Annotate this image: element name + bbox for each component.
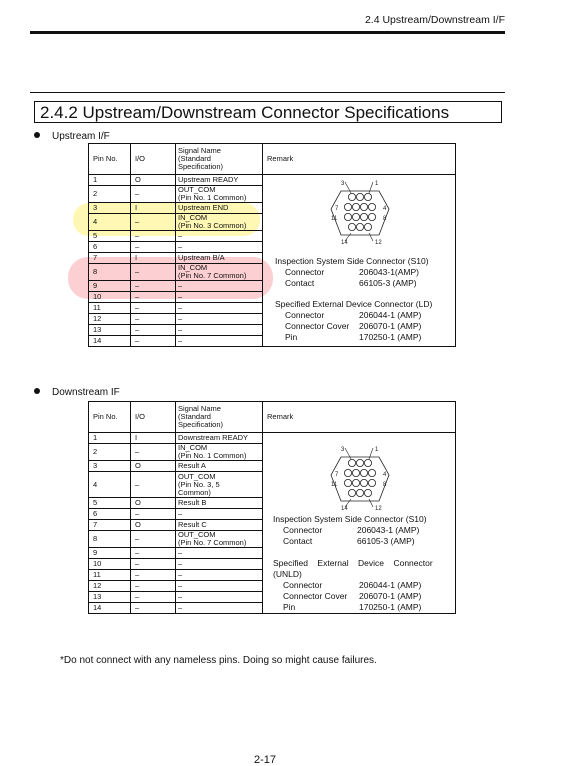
col-header-io: I/O — [131, 402, 176, 433]
signal-name-line: Common) — [178, 487, 211, 497]
remark-spec-row — [273, 536, 427, 547]
pin-number-label: 8 — [383, 216, 387, 222]
pin-hole — [364, 223, 371, 230]
signal-name-line: (Pin No. 3 Common) — [178, 221, 247, 230]
pin-number-label: 12 — [375, 506, 382, 511]
pin-number-cell: 9 — [89, 548, 131, 559]
signal-name-cell — [176, 264, 263, 281]
remark-spec-row — [275, 278, 429, 289]
io-cell: – — [131, 325, 176, 336]
bullet-icon — [34, 132, 40, 138]
col-header-pin: Pin No. — [89, 144, 131, 175]
signal-name-line: – — [178, 559, 183, 568]
pin-hole — [352, 203, 359, 210]
signal-name-line: – — [178, 336, 183, 345]
signal-name-line: (Pin No. 3, 5 — [178, 479, 220, 489]
spec-value: 206043-1 (AMP) — [357, 525, 420, 535]
connector-outline — [331, 457, 389, 501]
signal-name-cell — [176, 444, 263, 461]
spec-label: Connector — [283, 580, 323, 590]
remark-inspection-title: Inspection System Side Connector (S10) — [273, 514, 427, 524]
io-cell: – — [131, 281, 176, 292]
pin-hole — [360, 213, 367, 220]
warning-note: *Do not connect with any nameless pins. Doing so might cause failures. — [60, 655, 377, 666]
io-cell: – — [131, 472, 176, 498]
pin-number-cell: 2 — [89, 444, 131, 461]
pin-number-label: 8 — [383, 482, 387, 488]
col-header-pin: Pin No. — [89, 402, 131, 433]
signal-name-cell — [176, 461, 263, 472]
io-cell: O — [131, 175, 176, 186]
downstream-bullet — [34, 387, 120, 398]
connector-pinout-diagram — [315, 179, 405, 245]
spec-label: Pin — [283, 602, 296, 612]
upstream-heading: Upstream I/F — [52, 131, 110, 142]
pin-number-cell: 12 — [89, 314, 131, 325]
signal-name-line: (Pin No. 1 Common) — [178, 193, 247, 202]
signal-name-line: – — [178, 231, 183, 240]
table-row — [89, 175, 456, 186]
spec-value: 206070-1 (AMP) — [359, 321, 422, 331]
signal-name-line: – — [178, 242, 183, 251]
spec-label: Connector — [285, 267, 325, 277]
pin-number-label: 1 — [375, 447, 379, 453]
pin-hole — [348, 223, 355, 230]
col-header-remark: Remark — [263, 144, 456, 175]
signal-name-cell — [176, 231, 263, 242]
signal-name-line: – — [178, 603, 183, 612]
signal-name-cell — [176, 581, 263, 592]
io-cell: O — [131, 498, 176, 509]
io-cell: – — [131, 231, 176, 242]
pin-number-cell: 8 — [89, 531, 131, 548]
signal-name-cell — [176, 603, 263, 614]
bullet-icon — [34, 388, 40, 394]
pin-number-cell: 14 — [89, 603, 131, 614]
pin-leader-line — [369, 233, 373, 241]
signal-name-line: – — [178, 314, 183, 323]
io-cell: O — [131, 520, 176, 531]
pin-number-cell: 4 — [89, 214, 131, 231]
signal-name-cell — [176, 336, 263, 347]
signal-name-cell — [176, 548, 263, 559]
pin-number-cell: 5 — [89, 498, 131, 509]
pin-number-cell: 14 — [89, 336, 131, 347]
pin-number-cell: 3 — [89, 461, 131, 472]
signal-name-line: (Pin No. 7 Common) — [178, 538, 247, 547]
spec-label: Pin — [285, 332, 298, 342]
page-number: 2-17 — [254, 754, 277, 766]
pin-number-cell: 10 — [89, 559, 131, 570]
remark-spec-row — [275, 310, 432, 321]
signal-name-line: Result A — [178, 461, 206, 470]
pin-hole — [368, 469, 375, 476]
signal-name-cell — [176, 281, 263, 292]
signal-name-cell — [176, 292, 263, 303]
io-cell: – — [131, 214, 176, 231]
table-header-row — [89, 402, 456, 433]
io-cell: – — [131, 292, 176, 303]
signal-name-line: IN_COM — [178, 213, 208, 222]
pin-number-cell: 4 — [89, 472, 131, 498]
pin-number-cell: 6 — [89, 509, 131, 520]
spec-value: 170250-1 (AMP) — [359, 332, 422, 342]
pin-number-label: 1 — [375, 181, 379, 187]
io-cell: – — [131, 264, 176, 281]
spec-value: 206043-1(AMP) — [359, 267, 420, 277]
io-cell: – — [131, 603, 176, 614]
spec-label: Contact — [283, 536, 313, 546]
col-header-signal-line: Signal Name — [178, 404, 221, 413]
pin-hole — [368, 203, 375, 210]
io-cell: – — [131, 509, 176, 520]
pin-hole — [352, 213, 359, 220]
spec-value: 206044-1 (AMP) — [359, 310, 422, 320]
pin-number-label: 14 — [341, 506, 348, 511]
signal-name-cell — [176, 472, 263, 498]
signal-name-cell — [176, 559, 263, 570]
upstream-pin-table — [88, 143, 456, 347]
signal-name-line: (Pin No. 7 Common) — [178, 271, 247, 280]
remark-spec-row — [275, 267, 429, 278]
signal-name-cell — [176, 433, 263, 444]
signal-name-line: – — [178, 581, 183, 590]
signal-name-cell — [176, 498, 263, 509]
col-header-signal-line: Signal Name — [178, 146, 221, 155]
io-cell: I — [131, 203, 176, 214]
signal-name-line: – — [178, 281, 183, 290]
remark-spec-row — [273, 591, 433, 602]
spec-label: Connector — [283, 525, 323, 535]
section-title: 2.4.2 Upstream/Downstream Connector Specifications — [40, 103, 450, 122]
signal-name-cell — [176, 509, 263, 520]
pin-number-cell: 13 — [89, 325, 131, 336]
table-header-row — [89, 144, 456, 175]
pin-hole — [360, 469, 367, 476]
remark-external-title-line2: (UNLD) — [273, 569, 302, 579]
io-cell: – — [131, 242, 176, 253]
io-cell: – — [131, 548, 176, 559]
upstream-bullet — [34, 131, 110, 142]
pin-number-label: 14 — [341, 240, 348, 245]
col-header-signal — [176, 402, 263, 433]
col-header-signal-line: Specification) — [178, 420, 224, 429]
pin-hole — [356, 223, 363, 230]
io-cell: I — [131, 253, 176, 264]
io-cell: – — [131, 444, 176, 461]
pin-number-cell: 12 — [89, 581, 131, 592]
signal-name-cell — [176, 592, 263, 603]
signal-name-cell — [176, 203, 263, 214]
pin-number-cell: 11 — [89, 303, 131, 314]
signal-name-cell — [176, 175, 263, 186]
signal-name-line: Result C — [178, 520, 207, 529]
pin-hole — [352, 469, 359, 476]
signal-name-cell — [176, 531, 263, 548]
pin-number-cell: 2 — [89, 186, 131, 203]
running-header: 2.4 Upstream/Downstream I/F — [364, 14, 505, 26]
pin-hole — [364, 489, 371, 496]
spec-value: 66105-3 (AMP) — [357, 536, 415, 546]
col-header-signal-line: (Standard — [178, 412, 211, 421]
pin-number-cell: 7 — [89, 253, 131, 264]
pin-hole — [352, 479, 359, 486]
io-cell: – — [131, 314, 176, 325]
signal-name-cell — [176, 520, 263, 531]
signal-name-line: – — [178, 303, 183, 312]
signal-name-line: – — [178, 592, 183, 601]
downstream-pin-table — [88, 401, 456, 614]
io-cell: – — [131, 336, 176, 347]
pin-hole — [344, 203, 351, 210]
connector-pinout-diagram — [315, 445, 405, 511]
remark-external-title: Specified External Device Connector (LD) — [275, 299, 433, 309]
remark-spec-row — [273, 602, 433, 613]
pin-number-label: 3 — [341, 181, 345, 187]
signal-name-line: IN_COM — [178, 443, 208, 452]
pin-number-cell: 3 — [89, 203, 131, 214]
pin-hole — [368, 213, 375, 220]
pin-number-label: 11 — [331, 216, 338, 222]
pin-number-label: 12 — [375, 240, 382, 245]
pin-number-label: 7 — [335, 206, 339, 212]
pin-number-label: 3 — [341, 447, 345, 453]
signal-name-cell — [176, 186, 263, 203]
signal-name-line: OUT_COM — [178, 530, 216, 539]
pin-hole — [364, 459, 371, 466]
remark-cell — [263, 175, 456, 347]
remark-inspection-block — [273, 514, 427, 547]
remark-spec-row — [275, 321, 432, 332]
spec-label: Connector Cover — [283, 591, 348, 601]
signal-name-line: – — [178, 548, 183, 557]
spec-value: 206044-1 (AMP) — [359, 580, 422, 590]
pin-number-cell: 11 — [89, 570, 131, 581]
downstream-heading: Downstream IF — [52, 387, 120, 398]
pin-number-cell: 9 — [89, 281, 131, 292]
section-rule — [30, 92, 505, 93]
io-cell: – — [131, 559, 176, 570]
signal-name-line: Result B — [178, 498, 207, 507]
pin-number-cell: 10 — [89, 292, 131, 303]
remark-external-title: Specified External Device Connector — [273, 558, 433, 568]
connector-outline — [331, 191, 389, 235]
signal-name-line: Downstream READY — [178, 433, 249, 442]
signal-name-line: – — [178, 570, 183, 579]
pin-hole — [360, 479, 367, 486]
spec-label: Connector — [285, 310, 325, 320]
io-cell: – — [131, 592, 176, 603]
pin-hole — [368, 479, 375, 486]
col-header-signal — [176, 144, 263, 175]
remark-inspection-block — [275, 256, 429, 289]
signal-name-cell — [176, 242, 263, 253]
io-cell: I — [131, 433, 176, 444]
signal-name-line: (Pin No. 1 Common) — [178, 451, 247, 460]
pin-number-label: 4 — [383, 472, 387, 478]
signal-name-cell — [176, 303, 263, 314]
signal-name-cell — [176, 314, 263, 325]
remark-inspection-title: Inspection System Side Connector (S10) — [275, 256, 429, 266]
signal-name-line: – — [178, 325, 183, 334]
remark-spec-row — [273, 580, 433, 591]
io-cell: – — [131, 581, 176, 592]
spec-label: Connector Cover — [285, 321, 350, 331]
signal-name-line: – — [178, 509, 183, 518]
pin-number-cell: 6 — [89, 242, 131, 253]
pin-leader-line — [369, 499, 373, 507]
pin-hole — [364, 193, 371, 200]
pin-number-cell: 7 — [89, 520, 131, 531]
col-header-remark: Remark — [263, 402, 456, 433]
pin-number-cell: 8 — [89, 264, 131, 281]
signal-name-cell — [176, 214, 263, 231]
io-cell: O — [131, 461, 176, 472]
spec-value: 170250-1 (AMP) — [359, 602, 422, 612]
spec-value: 66105-3 (AMP) — [359, 278, 417, 288]
signal-name-line: – — [178, 292, 183, 301]
remark-spec-row — [273, 525, 427, 536]
signal-name-line: Upstream READY — [178, 175, 239, 184]
pin-number-label: 7 — [335, 472, 339, 478]
table-row — [89, 433, 456, 444]
io-cell: – — [131, 570, 176, 581]
col-header-io: I/O — [131, 144, 176, 175]
remark-spec-row — [275, 332, 432, 343]
signal-name-line: Upstream END — [178, 203, 229, 212]
pin-hole — [356, 459, 363, 466]
signal-name-cell — [176, 253, 263, 264]
pin-number-label: 11 — [331, 482, 338, 488]
col-header-signal-line: Specification) — [178, 162, 224, 171]
header-rule — [30, 31, 505, 34]
pin-hole — [356, 193, 363, 200]
signal-name-cell — [176, 325, 263, 336]
signal-name-line: Upstream B/A — [178, 253, 225, 262]
pin-hole — [360, 203, 367, 210]
col-header-signal-line: (Standard — [178, 154, 211, 163]
remark-external-block — [275, 299, 432, 343]
pin-hole — [344, 213, 351, 220]
pin-hole — [348, 193, 355, 200]
remark-cell — [263, 433, 456, 614]
pin-hole — [344, 469, 351, 476]
io-cell: – — [131, 303, 176, 314]
pin-hole — [348, 489, 355, 496]
signal-name-line: OUT_COM — [178, 471, 216, 481]
signal-name-cell — [176, 570, 263, 581]
pin-number-cell: 1 — [89, 433, 131, 444]
pin-number-label: 4 — [383, 206, 387, 212]
remark-external-block — [273, 558, 433, 613]
pin-hole — [348, 459, 355, 466]
spec-value: 206070-1 (AMP) — [359, 591, 422, 601]
pin-number-cell: 1 — [89, 175, 131, 186]
signal-name-line: IN_COM — [178, 263, 208, 272]
signal-name-line: OUT_COM — [178, 185, 216, 194]
pin-number-cell: 5 — [89, 231, 131, 242]
io-cell: – — [131, 531, 176, 548]
pin-hole — [344, 479, 351, 486]
pin-number-cell: 13 — [89, 592, 131, 603]
spec-label: Contact — [285, 278, 315, 288]
io-cell: – — [131, 186, 176, 203]
pin-hole — [356, 489, 363, 496]
